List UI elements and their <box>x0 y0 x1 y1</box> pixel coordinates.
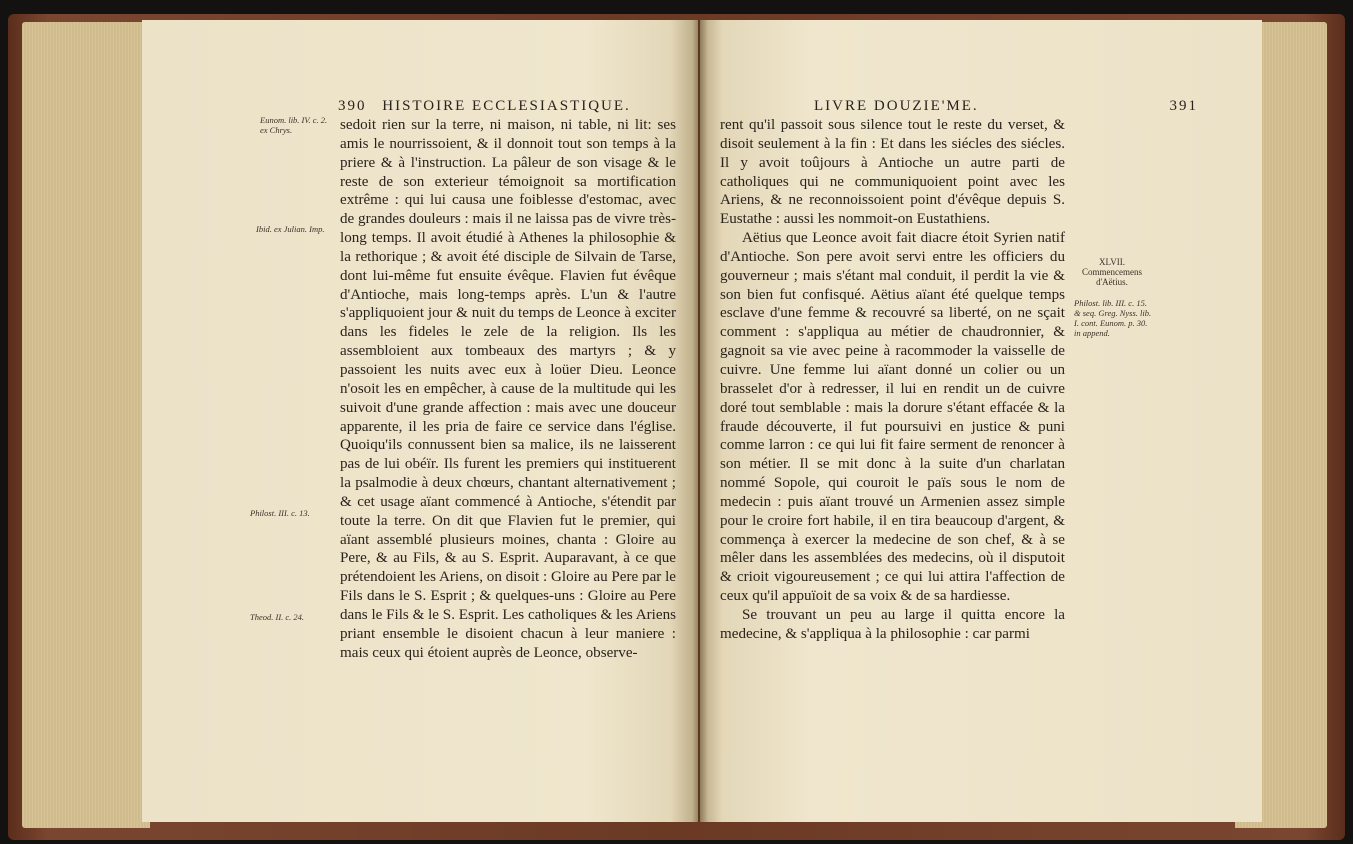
page-edges-left <box>22 22 150 828</box>
left-running-head <box>338 98 631 115</box>
book-gutter <box>692 20 708 822</box>
marginal-note: Eunom. lib. IV. c. 2. ex Chrys. <box>260 115 328 135</box>
paragraph: sedoit rien sur la terre, ni maison, ni table, ni lit: ses amis le nourrissoient, & il donnoit tout son temps à la priere & à l'instruction. La pâleur de son visage & le reste de son exterieur témoignoit sa mortification extrême : qui lui causa une foiblesse d'estomac, avec de grandes douleurs : mais il ne laissa pas de vivre très-long temps. Il avoit étudié à Athenes la philosophie & la rethorique ; & avoit été disciple de Silvain de Tarse, dont lui-même fut ensuite évêque. Flavien fut évêque d'Antioche, mais long-temps après. L'un & l'autre s'appliquoient jour & nuit du temps de Leonce à exciter dans les fideles le zele de la religion. Ils les assembloient aux tombeaux des martyrs ; & y passoient les nuits avec eux à loüer Dieu. Leonce n'osoit les en empêcher, à cause de la multitude qui les suivoit d'une grande affection : mais avec une douceur apparente, il les pria de faire ce service dans l'église. Quoiqu'ils connussent bien sa malice, ils ne laisserent pas de lui obéïr. Ils furent les premiers qui instituerent la psalmodie à deux chœurs, chantant alternativement ; & cet usage aïant commencé à Antioche, s'étendit par toute la terre. On dit que Flavien fut le premier, qui aïant assemblé plusieurs moines, chanta : Gloire au Pere, & au Fils, & au S. Esprit. Auparavant, à ce que prétendoient les Ariens, on disoit : Gloire au Pere par le Fils dans le S. Esprit ; & quelques-uns : Gloire au Pere dans le Fils & le S. Esprit. Les catholiques & les Ariens priant ensemble le disoient chacun à leur maniere : mais ceux qui étoient auprès de Leonce, observe- <box>340 117 676 661</box>
right-page <box>700 20 1262 822</box>
paragraph: rent qu'il passoit sous silence tout le reste du verset, & disoit seulement à la fin : Et dans les siécles des siécles. Il y avoit toûjours à Antioche un autre parti de catholiques qui ne communiquoient point avec les Ariens, & ne reconnoissoient point d'évêque depuis S. Eustathe : aussi les nommoit-on Eustathiens. <box>720 117 1065 228</box>
section-title: Commencemens d'Aëtius. <box>1082 267 1142 287</box>
marginal-note: Ibid. ex Julian. Imp. <box>256 224 325 234</box>
right-running-head <box>814 98 1198 115</box>
marginal-note: Theod. II. c. 24. <box>250 612 305 622</box>
left-page-number: 390 <box>338 98 367 114</box>
left-body-text <box>340 116 676 662</box>
left-page <box>142 20 698 822</box>
left-title: HISTOIRE ECCLESIASTIQUE. <box>382 98 631 114</box>
paragraph: Aëtius que Leonce avoit fait diacre étoit Syrien natif d'Antioche. Son pere avoit servi entre les officiers du gouverneur ; mais s'étant mal conduit, il perdit la vie & son bien fut confisqué. Aëtius aïant été quelque temps esclave d'une femme & recouvré sa liberté, on ne sçait comment : s'appliqua au métier de chaudronnier, & gagnoit sa vie avec peine à racommoder la vaisselle de cuivre. Une femme lui aïant donné un colier ou un brasselet d'or à redresser, il lui en rendit un de cuivre doré tout semblable : mais la dorure s'étant effacée & la fraude découverte, il fut poursuivi en justice & puni comme larron : ce qui lui fit faire serment de renoncer à son métier. Il se mit donc à la suite d'un charlatan nommé Sopole, qui couroit le païs sous le nom de medecin : puis aïant trouvé un Armenien assez simple pour le croire fort habile, il en tira beaucoup d'argent, & commença à exercer la medecine de son chef, & à se mêler dans les assemblées des medecins, où il disputoit & crioit vigoureusement ; ce qui lui attira l'affection de ceux qu'il appuïoit de sa voix & de sa hardiesse. <box>720 230 1065 605</box>
marginal-note: Philost. lib. III. c. 15. & seq. Greg. Nyss. lib. I. cont. Eunom. p. 30. in append. <box>1074 298 1152 338</box>
right-body-text <box>720 116 1065 644</box>
right-page-number: 391 <box>1169 98 1198 114</box>
paragraph: Se trouvant un peu au large il quitta encore la medecine, & s'appliqua à la philosophie : car parmi <box>720 606 1065 642</box>
marginal-note: Philost. III. c. 13. <box>250 508 310 518</box>
section-number: XLVII. <box>1099 257 1125 267</box>
right-title: LIVRE DOUZIE'ME. <box>814 98 979 114</box>
